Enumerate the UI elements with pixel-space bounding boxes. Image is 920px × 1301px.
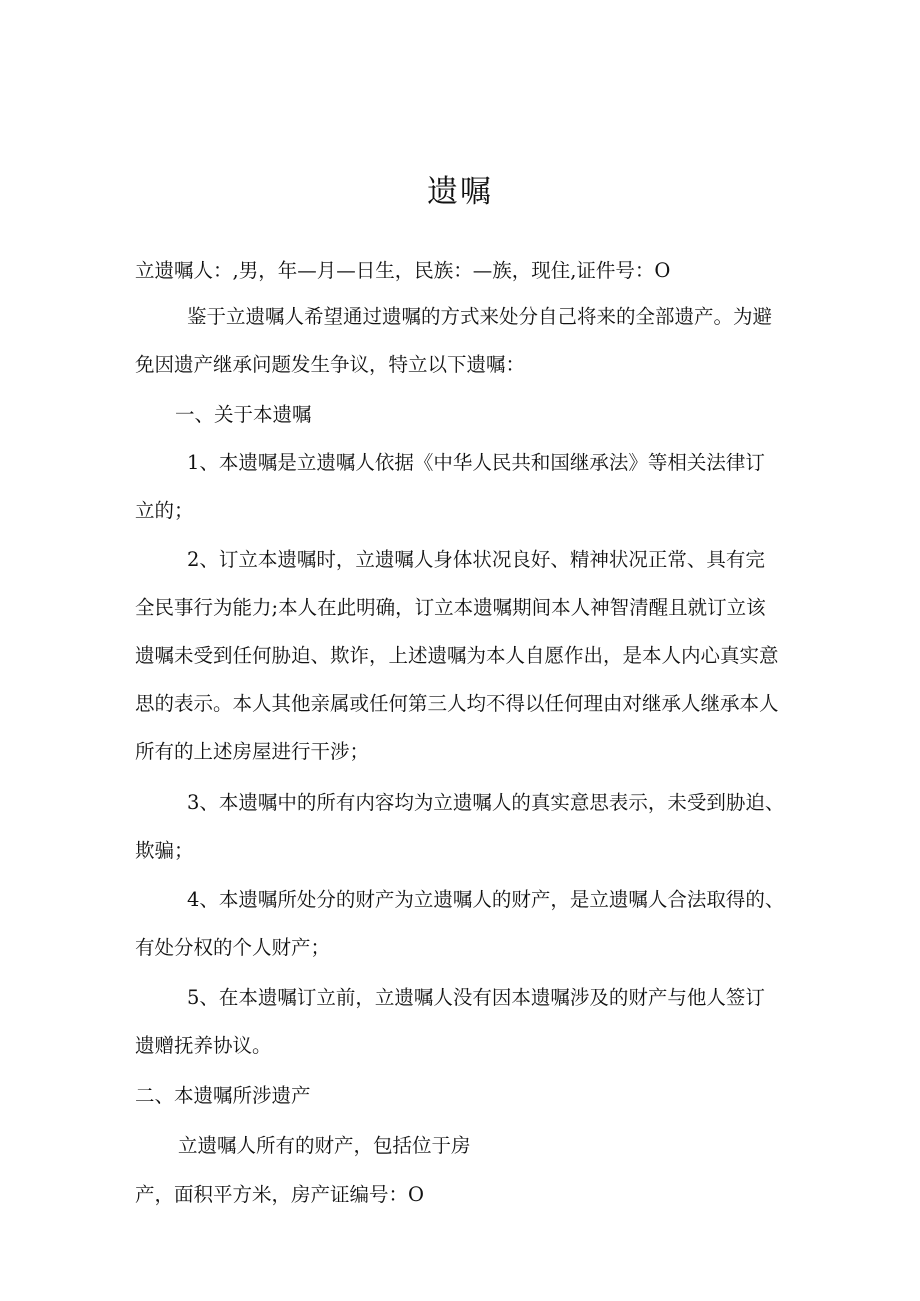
clause-2-line-2: 全民事行为能力;本人在此明确，订立本遗嘱期间本人神智清醒且就订立该: [135, 596, 766, 619]
clause-5-line-2: 遗赠抚养协议。: [135, 1034, 272, 1057]
clause-2-line-5: 所有的上述房屋进行干涉；: [135, 740, 370, 763]
clause-2-line-4: 思的表示。本人其他亲属或任何第三人均不得以任何理由对继承人继承本人: [135, 692, 779, 715]
clause-4-line-2: 有处分权的个人财产；: [135, 936, 331, 959]
estate-line-1: 立遗嘱人所有的财产，包括位于房: [178, 1134, 471, 1157]
preamble-line-1: 鉴于立遗嘱人希望通过遗嘱的方式来处分自己将来的全部遗产。为避: [187, 305, 773, 328]
document-title: 遗嘱: [427, 174, 493, 210]
clause-3-line-1: 3、本遗嘱中的所有内容均为立遗嘱人的真实意思表示，未受到胁迫、: [187, 791, 785, 814]
testator-info-line: 立遗嘱人：,男，年—月—日生，民族：—族，现住,证件号：O: [135, 259, 671, 282]
clause-5-line-1: 5、在本遗嘱订立前，立遗嘱人没有因本遗嘱涉及的财产与他人签订: [187, 986, 765, 1009]
clause-2-line-1: 2、订立本遗嘱时，立遗嘱人身体状况良好、精神状况正常、具有完: [187, 548, 765, 571]
preamble-line-2: 免因遗产继承问题发生争议，特立以下遗嘱：: [135, 353, 526, 376]
clause-4-line-1: 4、本遗嘱所处分的财产为立遗嘱人的财产，是立遗嘱人合法取得的、: [187, 888, 785, 911]
clause-1-line-2: 立的；: [135, 499, 194, 522]
clause-1-line-1: 1、本遗嘱是立遗嘱人依据《中华人民共和国继承法》等相关法律订: [187, 451, 765, 474]
clause-2-line-3: 遗嘱未受到任何胁迫、欺诈，上述遗嘱为本人自愿作出，是本人内心真实意: [135, 644, 779, 667]
section-2-heading: 二、本遗嘱所涉遗产: [135, 1084, 311, 1107]
section-1-heading: 一、关于本遗嘱: [175, 403, 312, 426]
estate-line-2: 产，面积平方米，房产证编号：O: [135, 1183, 424, 1206]
clause-3-line-2: 欺骗；: [135, 839, 194, 862]
